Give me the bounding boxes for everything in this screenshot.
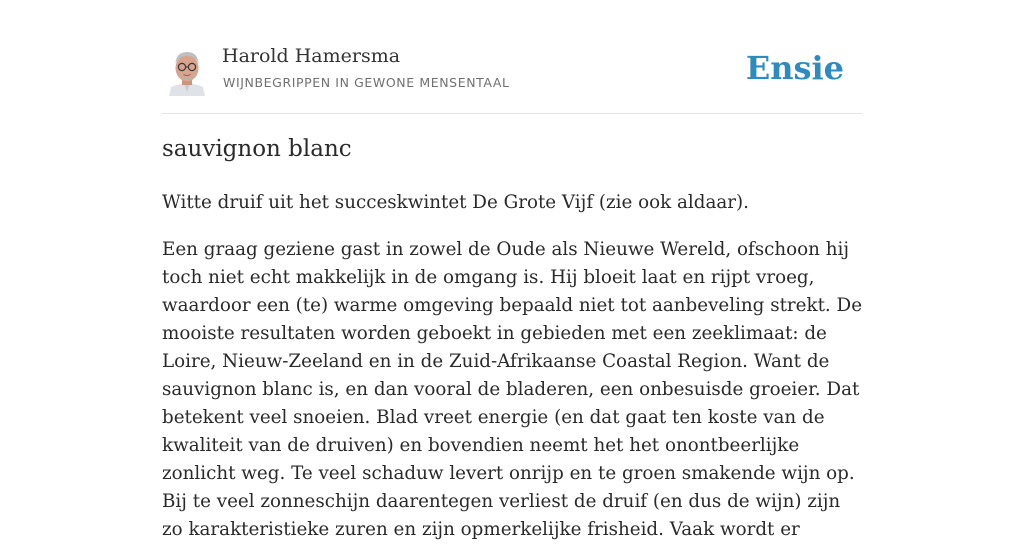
author-photo: [167, 46, 207, 96]
content-column: [162, 0, 863, 540]
entry-title: sauvignon blanc: [162, 136, 352, 162]
author-name[interactable]: Harold Hamersma: [222, 45, 401, 67]
entry-paragraph: Een graag geziene gast in zowel de Oude als Nieuwe Wereld, ofschoon hij toch niet echt makkelijk in de omgang is. Hij bloeit laat en rijpt vroeg, waardoor een (te) warme omgeving bepaald niet tot aanbeveling strekt. De mooiste resultaten worden geboekt in gebieden met een zeeklimaat: de Loire, Nieuw-Zeeland en in de Zuid-Afrikaanse Coastal Region. Want de sauvignon blanc is, en dan vooral de bladeren, een onbesuisde groeier. Dat betekent veel snoeien. Blad vreet energie (en dat gaat ten koste van de kwaliteit van de druiven) en bovendien neemt het het onontbeerlijke zonlicht weg. Te veel schaduw levert onrijp en te groen smakende wijn op. Bij te veel zonneschijn daarentegen verliest de druif (en dus de wijn) zijn zo karakteristieke zuren en zijn opmerkelijke frisheid. Vaak wordt er: [162, 239, 863, 540]
header: [162, 0, 862, 114]
entry-paragraph: Witte druif uit het succeskwintet De Grote Vijf (zie ook aldaar).: [162, 192, 749, 213]
author-avatar[interactable]: [167, 46, 207, 96]
brand-logo[interactable]: Ensie: [745, 49, 844, 87]
author-tagline: WIJNBEGRIPPEN IN GEWONE MENSENTAAL: [223, 75, 510, 90]
